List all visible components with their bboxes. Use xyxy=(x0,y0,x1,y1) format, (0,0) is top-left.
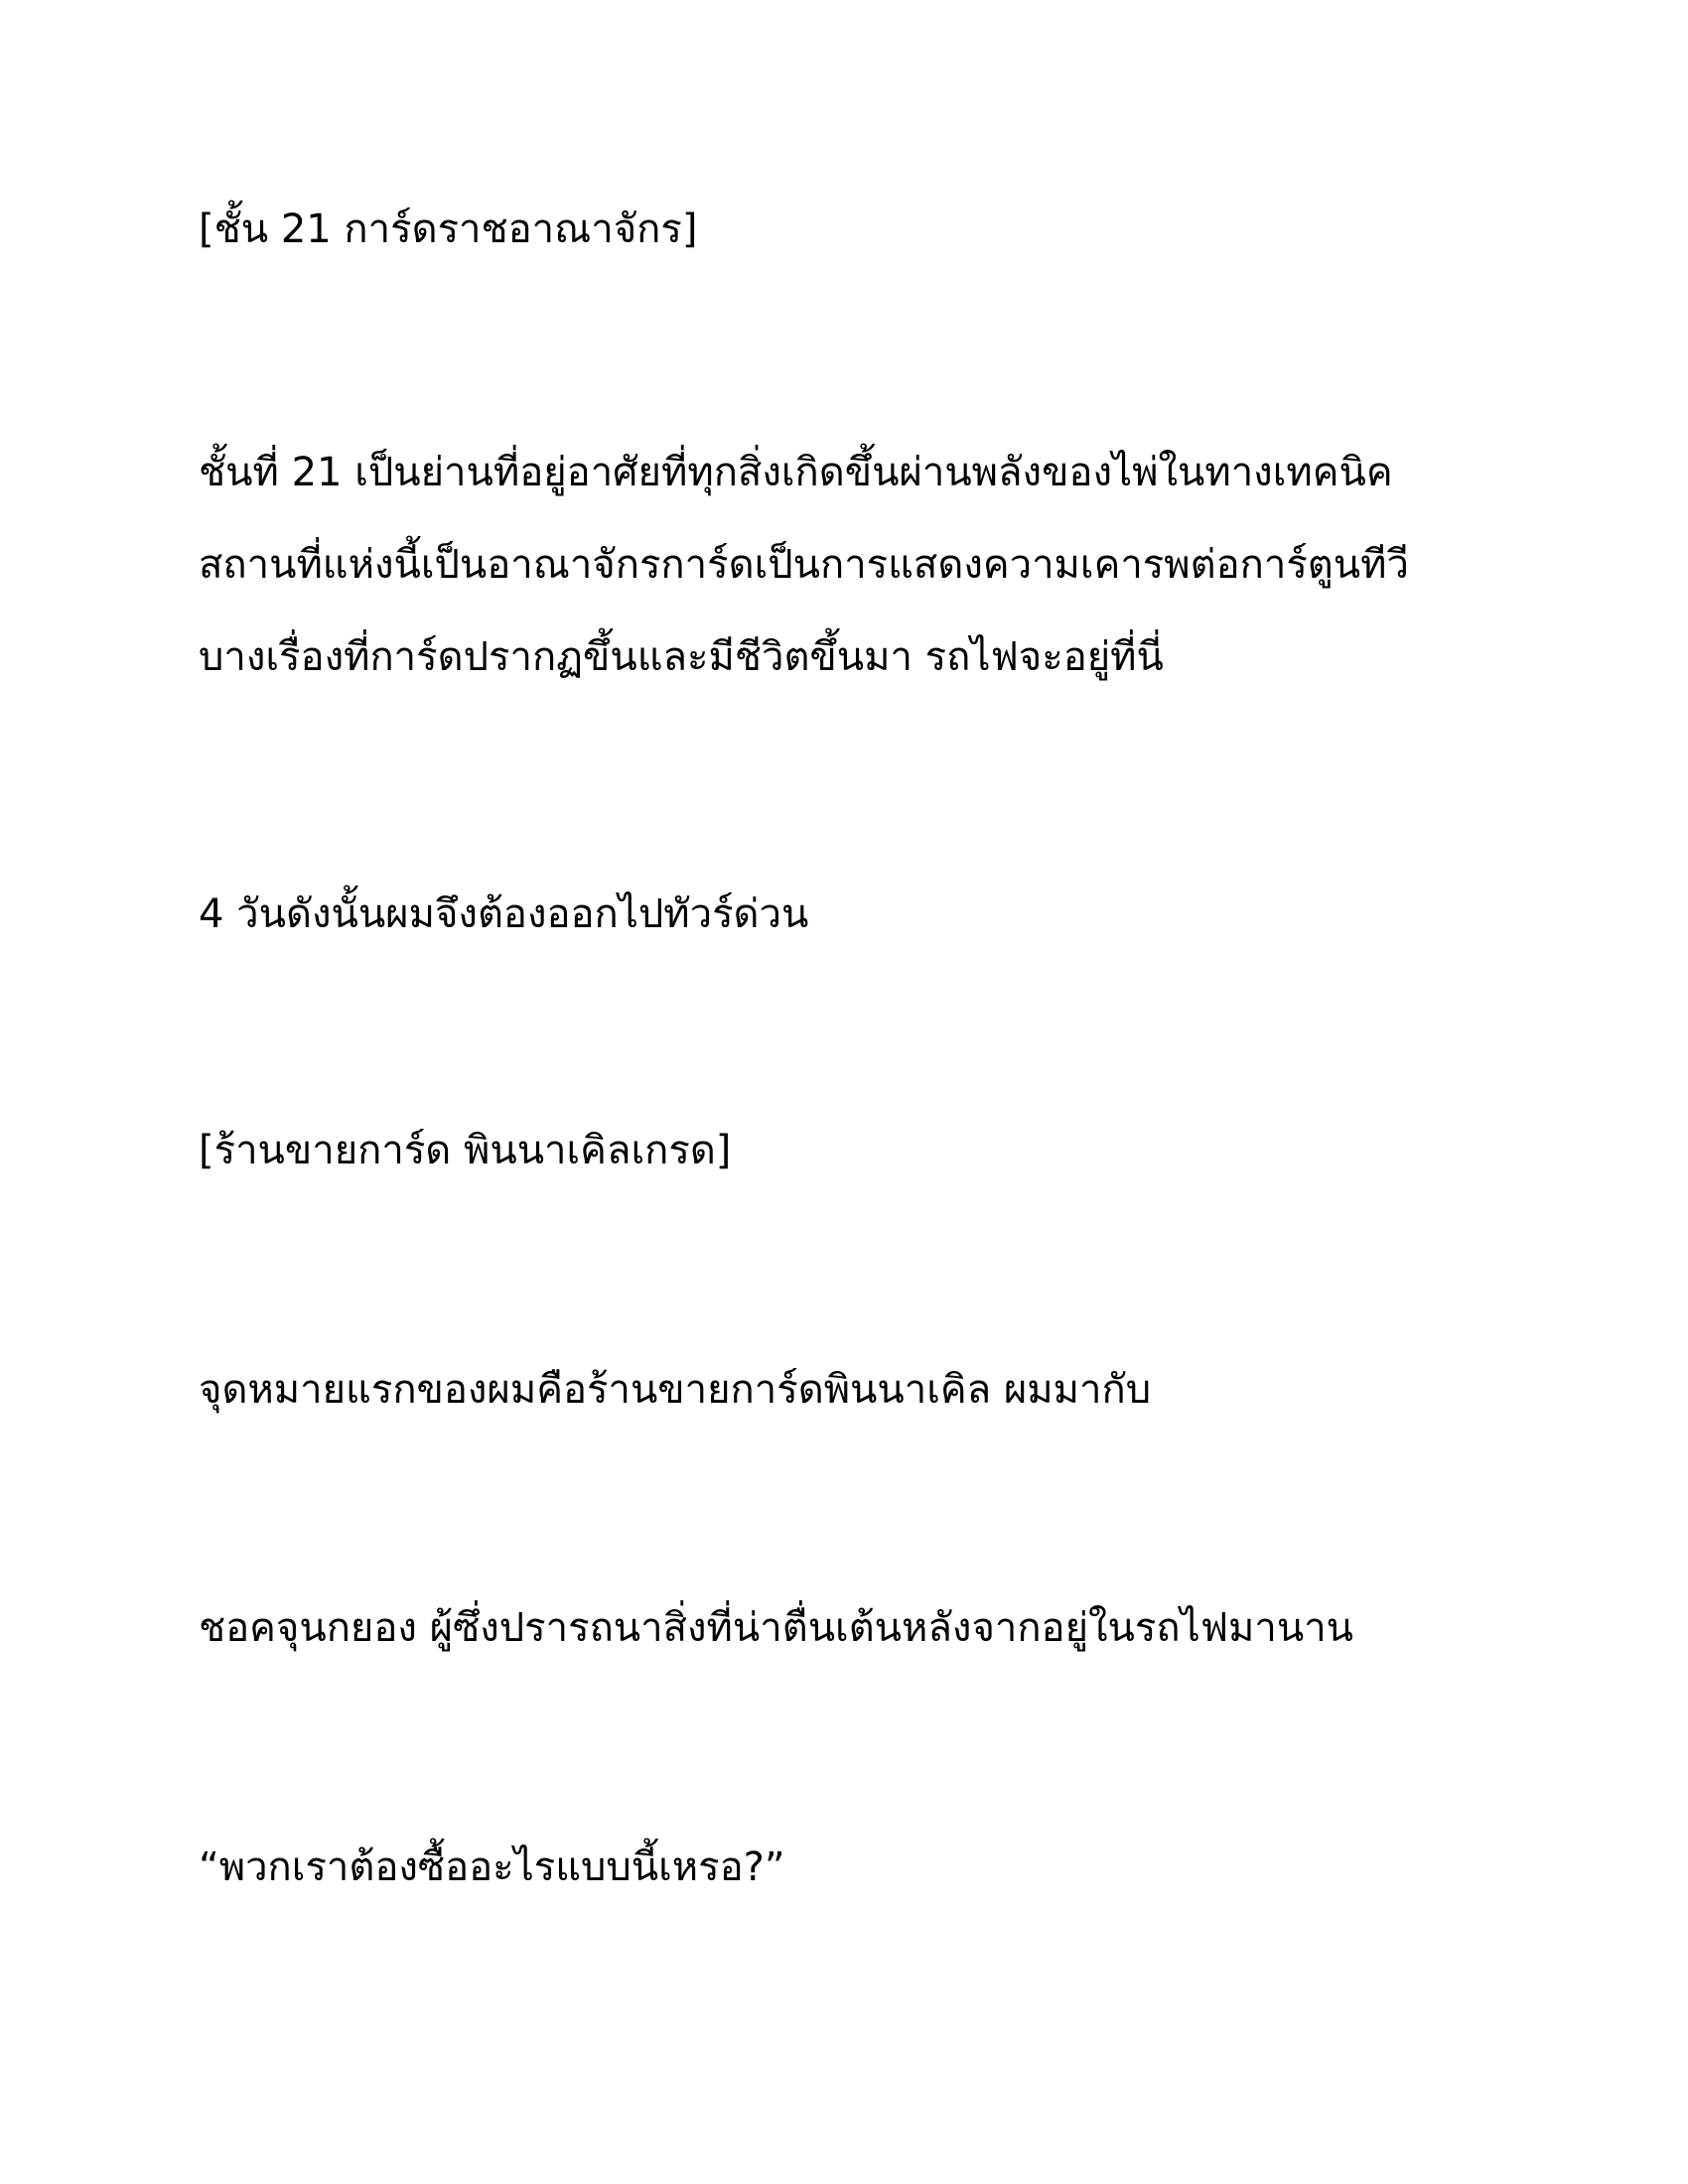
companion-line: ชอคจุนกยอง ผู้ซึ่งปรารถนาสิ่งที่น่าตื่นเต้นหลังจากอยู่ในรถไฟมานาน xyxy=(199,1605,1354,1651)
intro-line-3: บางเรื่องที่การ์ดปรากฏขึ้นและมีชีวิตขึ้นมา รถไฟจะอยู่ที่นี่ xyxy=(199,634,1164,680)
shop-heading: [ร้านขายการ์ด พินนาเคิลเกรด] xyxy=(199,1128,732,1173)
floor-heading: [ชั้น 21 การ์ดราชอาณาจักร] xyxy=(199,206,698,252)
intro-line-1: ชั้นที่ 21 เป็นย่านที่อยู่อาศัยที่ทุกสิ่งเกิดขึ้นผ่านพลังของไพ่ในทางเทคนิค xyxy=(199,450,1393,495)
days-line: 4 วันดังนั้นผมจึงต้องออกไปทัวร์ด่วน xyxy=(199,891,809,937)
intro-paragraph xyxy=(199,450,1489,727)
intro-line-2: สถานที่แห่งนี้เป็นอาณาจักรการ์ดเป็นการแสดงความเคารพต่อการ์ตูนทีวี xyxy=(199,542,1409,588)
destination-line: จุดหมายแรกของผมคือร้านขายการ์ดพินนาเคิล ผมมากับ xyxy=(199,1367,1152,1413)
dialogue-quote: “พวกเราต้องซื้ออะไรแบบนี้เหรอ?” xyxy=(199,1844,785,1890)
